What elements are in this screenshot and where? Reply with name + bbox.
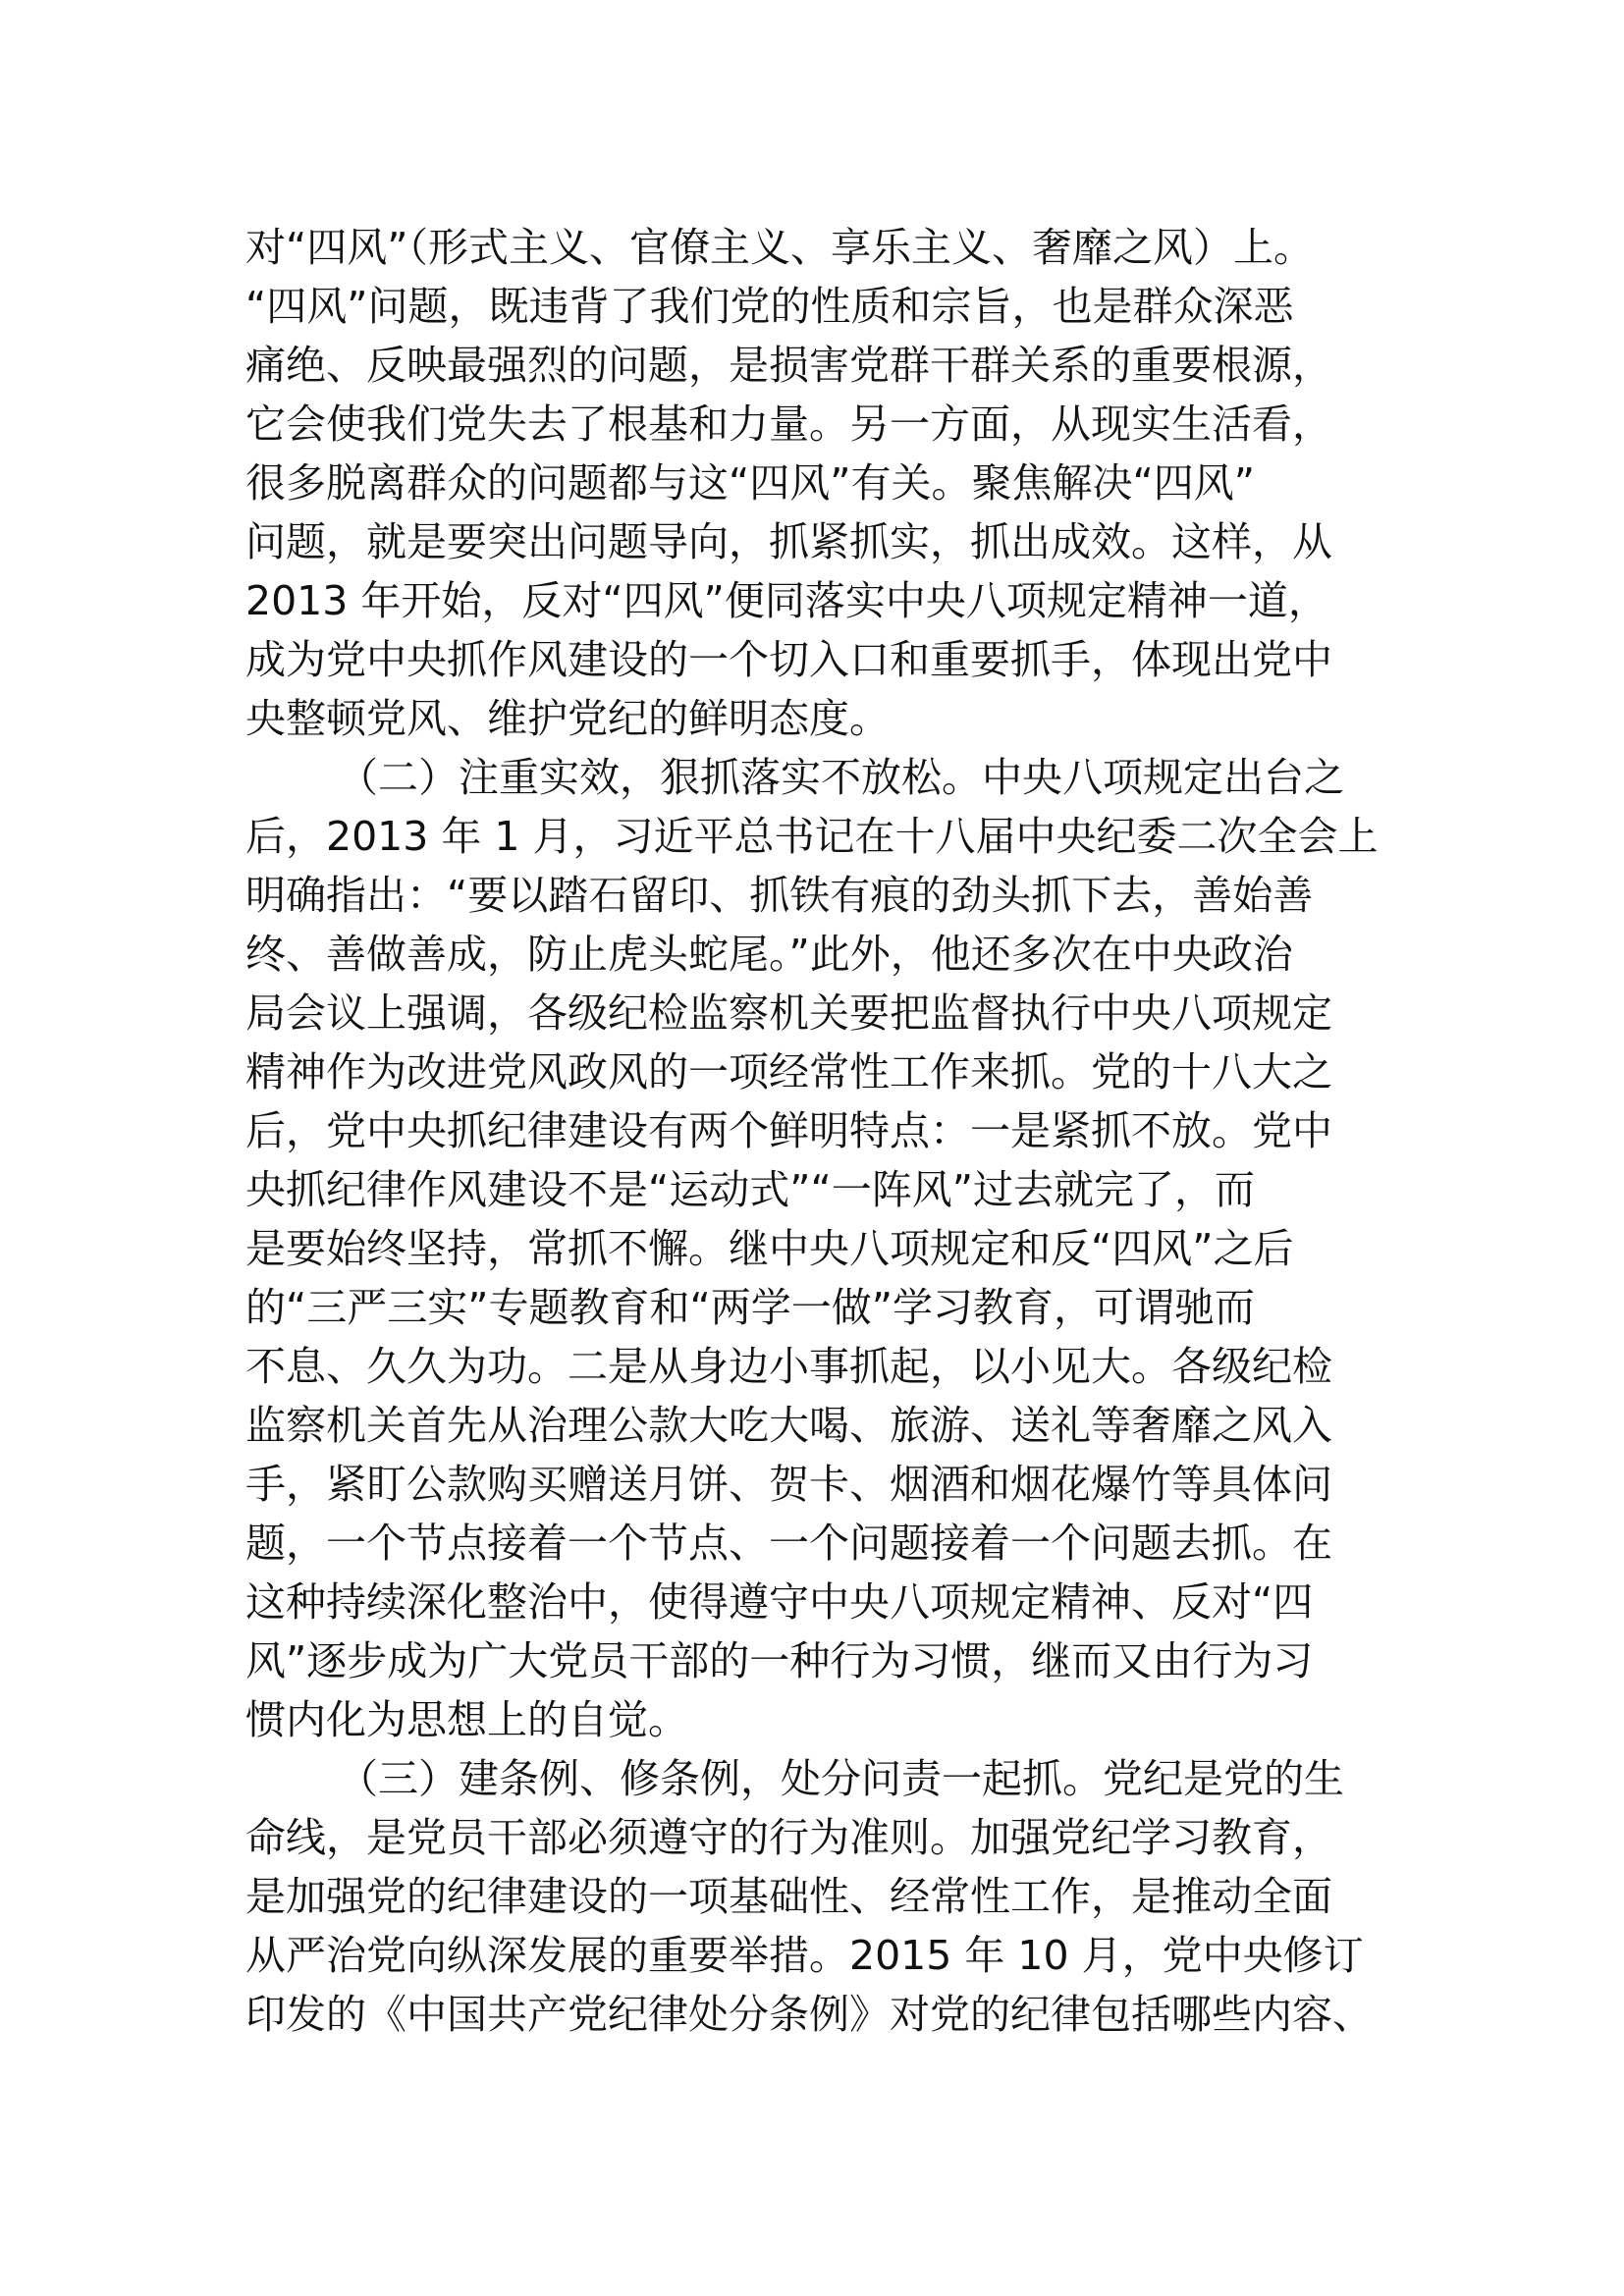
paragraph-first-line: （二）注重实效，狠抓落实不放松。中央八项规定出台之 [338, 754, 1344, 801]
text-line: 央整顿党风、维护党纪的鲜明态度。 [245, 695, 890, 742]
text-line: 央抓纪律作风建设不是“运动式”“一阵风”过去就完了，而 [245, 1166, 1255, 1213]
paragraph-first-line: （三）建条例、修条例，处分问责一起抓。党纪是党的生 [338, 1755, 1344, 1802]
text-line: 惯内化为思想上的自觉。 [245, 1696, 688, 1743]
text-line: 不息、久久为功。二是从身边小事抓起，以小见大。各级纪检 [245, 1343, 1332, 1390]
text-line: 风”逐步成为广大党员干部的一种行为习惯，继而又由行为习 [245, 1637, 1314, 1684]
text-line: 命线，是党员干部必须遵守的行为准则。加强党纪学习教育， [245, 1814, 1332, 1861]
text-line: 手，紧盯公款购买赠送月饼、贺卡、烟酒和烟花爆竹等具体问 [245, 1461, 1332, 1508]
text-line: 对“四风”（形式主义、官僚主义、享乐主义、奢靡之风）上。 [245, 224, 1314, 271]
text-line: 精神作为改进党风政风的一项经常性工作来抓。党的十八大之 [245, 1048, 1332, 1095]
text-line: 是要始终坚持，常抓不懈。继中央八项规定和反“四风”之后 [245, 1225, 1294, 1272]
text-line: “四风”问题，既违背了我们党的性质和宗旨，也是群众深恶 [245, 283, 1294, 330]
text-line: 印发的《中国共产党纪律处分条例》对党的纪律包括哪些内容、 [245, 1991, 1373, 2038]
text-line: 题，一个节点接着一个节点、一个问题接着一个问题去抓。在 [245, 1520, 1332, 1567]
text-line: 2013 年开始，反对“四风”便同落实中央八项规定精神一道， [245, 577, 1328, 624]
text-line: 的“三严三实”专题教育和“两学一做”学习教育，可谓驰而 [245, 1284, 1255, 1331]
text-line: 问题，就是要突出问题导向，抓紧抓实，抓出成效。这样，从 [245, 518, 1332, 565]
text-line: 它会使我们党失去了根基和力量。另一方面，从现实生活看， [245, 400, 1332, 448]
text-line: 终、善做善成，防止虎头蛇尾。”此外，他还多次在中央政治 [245, 931, 1293, 978]
text-line: 后，党中央抓纪律建设有两个鲜明特点：一是紧抓不放。党中 [245, 1107, 1332, 1154]
text-line: 监察机关首先从治理公款大吃大喝、旅游、送礼等奢靡之风入 [245, 1402, 1332, 1449]
body-text [245, 218, 1394, 2044]
text-line: 很多脱离群众的问题都与这“四风”有关。聚焦解决“四风” [245, 459, 1255, 507]
text-line: 痛绝、反映最强烈的问题，是损害党群干群关系的重要根源， [245, 342, 1332, 389]
text-line: 从严治党向纵深发展的重要举措。2015 年 10 月，党中央修订 [245, 1932, 1364, 1979]
text-line: 局会议上强调，各级纪检监察机关要把监督执行中央八项规定 [245, 989, 1332, 1037]
text-line: 这种持续深化整治中，使得遵守中央八项规定精神、反对“四 [245, 1578, 1314, 1626]
text-line: 明确指出：“要以踏石留印、抓铁有痕的劲头抓下去，善始善 [245, 872, 1314, 919]
text-line: 后，2013 年 1 月，习近平总书记在十八届中央纪委二次全会上 [245, 813, 1379, 860]
text-line: 是加强党的纪律建设的一项基础性、经常性工作，是推动全面 [245, 1873, 1332, 1920]
text-line: 成为党中央抓作风建设的一个切入口和重要抓手，体现出党中 [245, 636, 1332, 683]
